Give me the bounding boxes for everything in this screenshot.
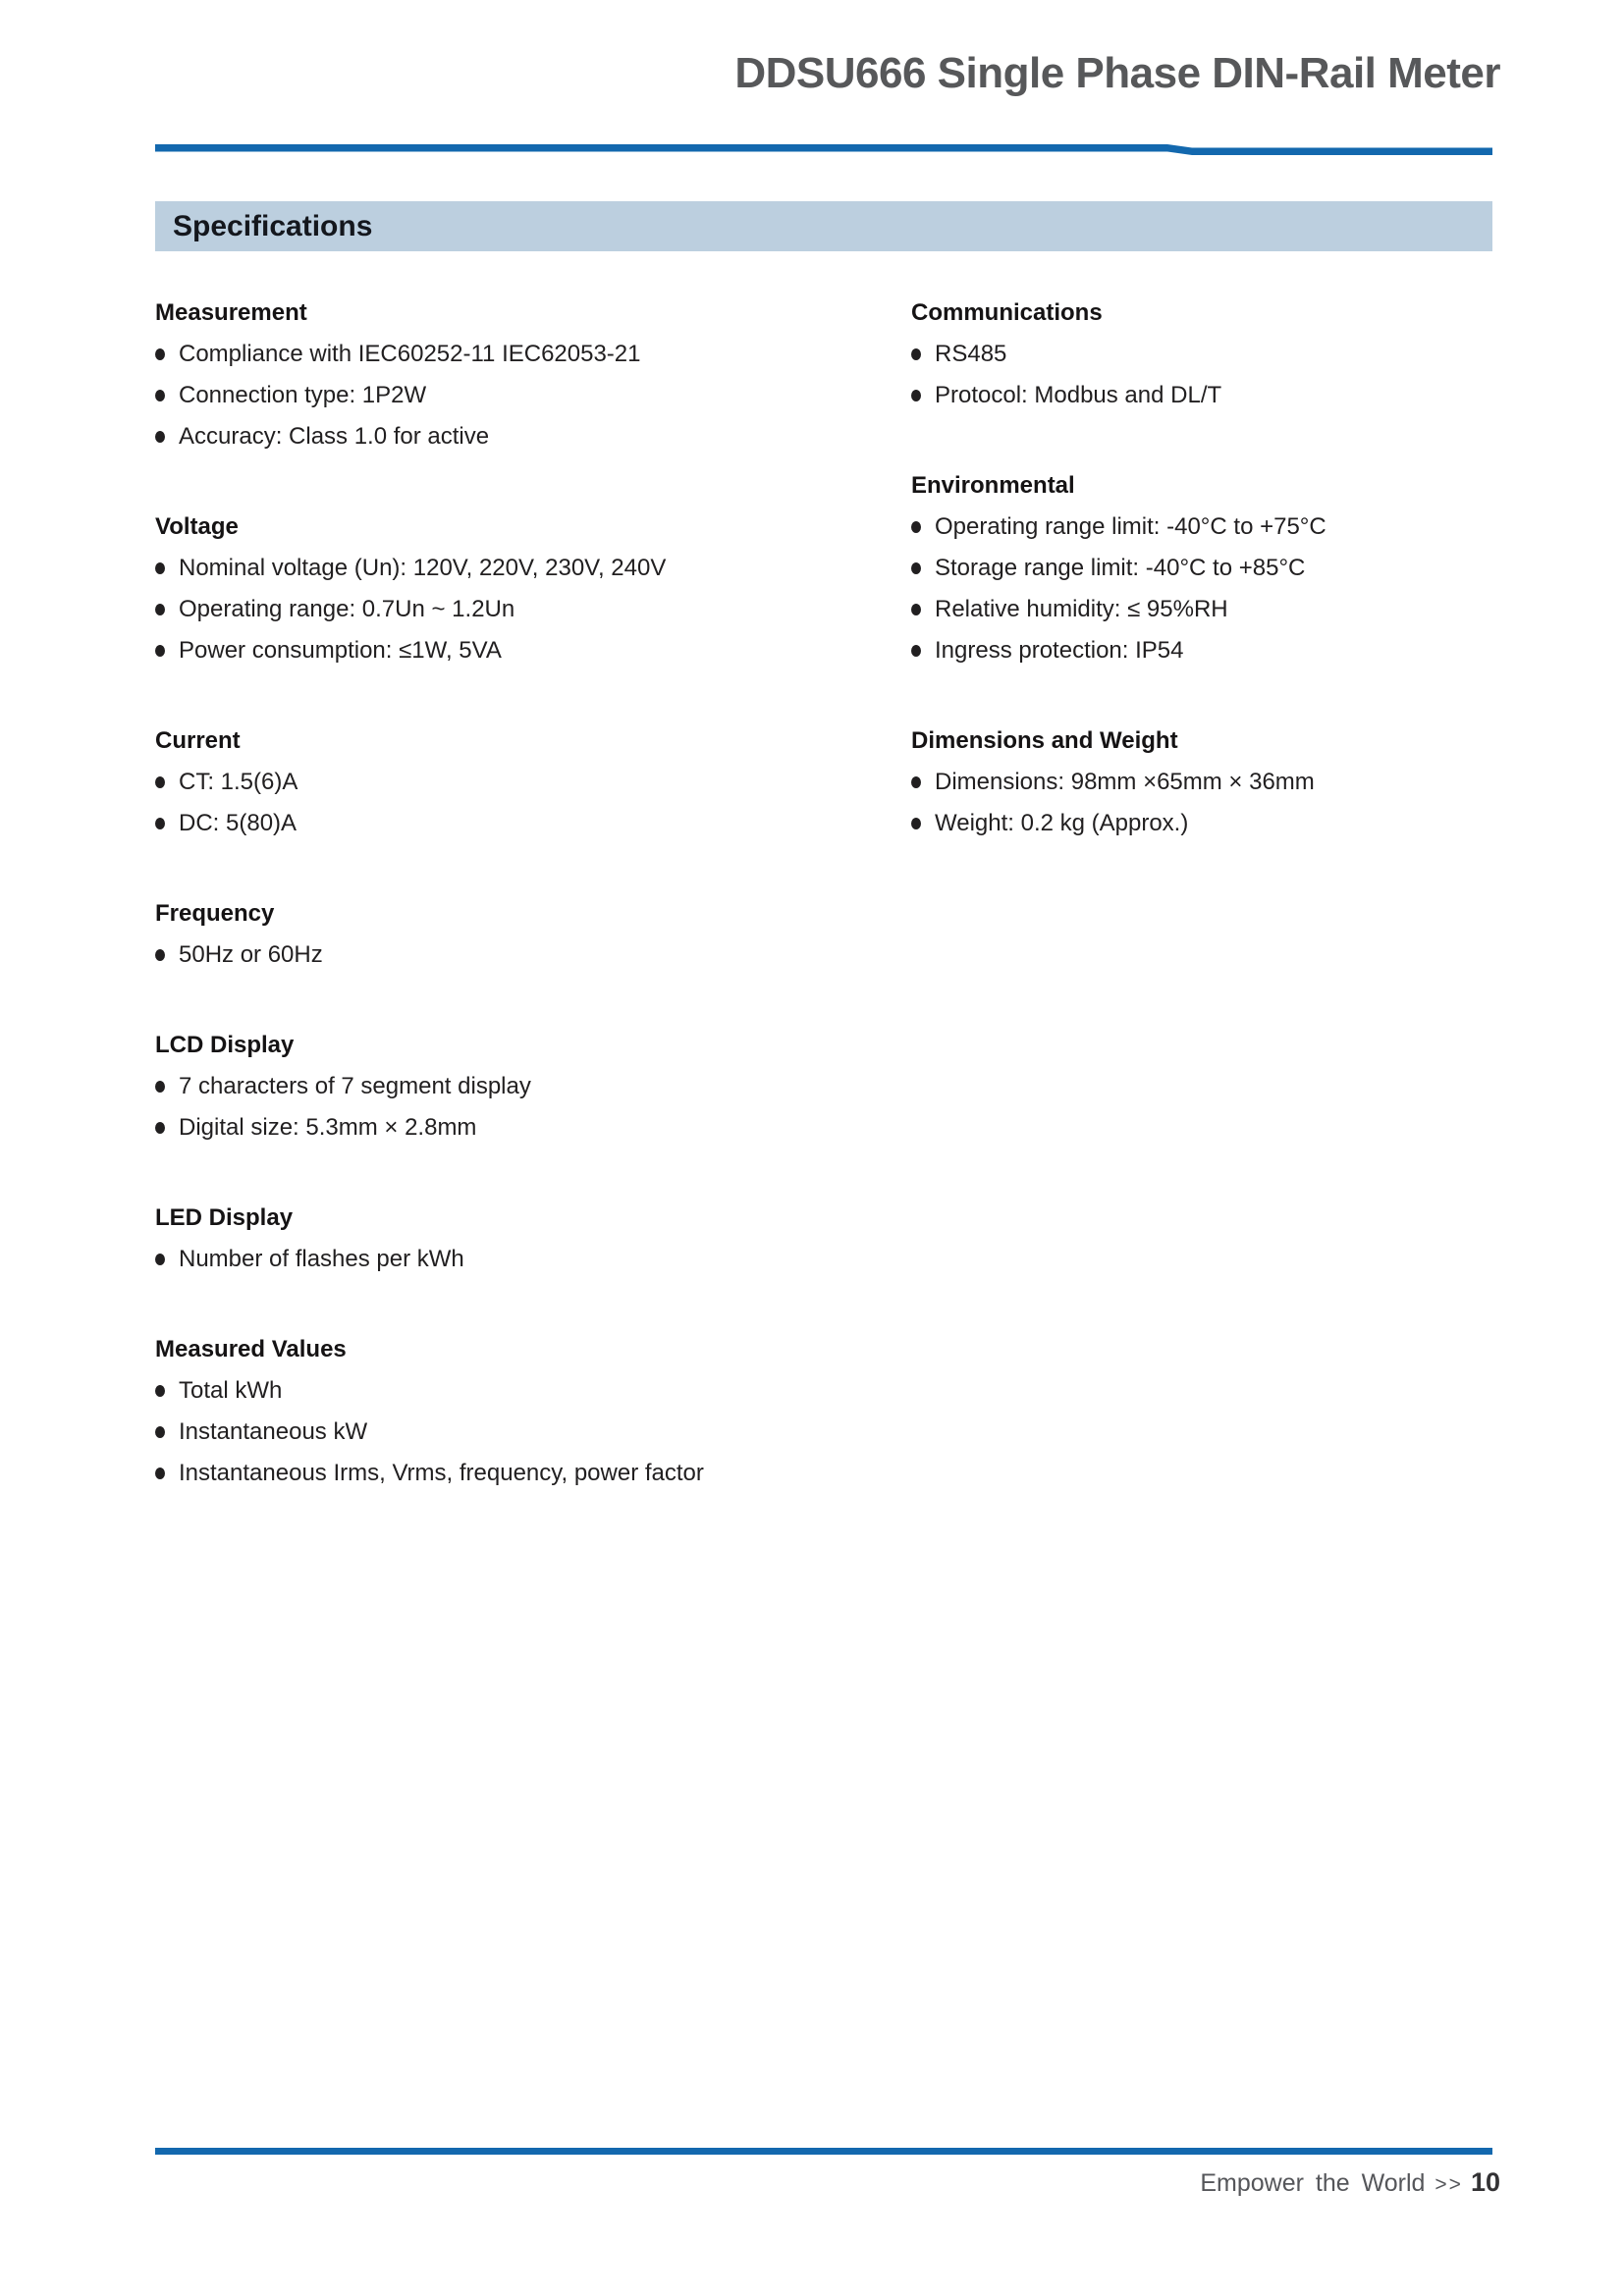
- bullet-text: 7 characters of 7 segment display: [179, 1073, 531, 1099]
- section-heading: Voltage: [155, 513, 239, 540]
- bullet-icon: [911, 776, 921, 788]
- bullet-text: DC: 5(80)A: [179, 810, 298, 836]
- bullet-icon: [911, 521, 921, 533]
- bullet-icon: [155, 1385, 165, 1397]
- bullet-icon: [155, 604, 165, 615]
- bullet-text: Power consumption: ≤1W, 5VA: [179, 637, 502, 664]
- bullet-item: [911, 762, 1492, 803]
- bullet-list: [155, 934, 911, 976]
- section-heading: Frequency: [155, 900, 275, 927]
- bullet-icon: [155, 1426, 165, 1438]
- bullet-item: [155, 1107, 911, 1148]
- bullet-list: [911, 507, 1492, 671]
- bullet-text: Instantaneous Irms, Vrms, frequency, power factor: [179, 1460, 704, 1486]
- bullet-item: [155, 1370, 911, 1412]
- bullet-text: Weight: 0.2 kg (Approx.): [935, 810, 1189, 836]
- bullet-list: [155, 548, 911, 671]
- bullet-item: [155, 1066, 911, 1107]
- bullet-item: [155, 589, 911, 630]
- bullet-text: Operating range limit: -40°C to +75°C: [935, 513, 1326, 540]
- bullet-list: [155, 1370, 911, 1494]
- bullet-text: Digital size: 5.3mm × 2.8mm: [179, 1114, 477, 1141]
- bullet-item: [155, 1239, 911, 1280]
- section-heading: LCD Display: [155, 1032, 295, 1058]
- bullet-item: [911, 548, 1492, 589]
- bullet-icon: [155, 562, 165, 574]
- spec-column-right: [911, 293, 1492, 893]
- spec-section-environmental: [911, 465, 1492, 671]
- section-heading: Measured Values: [155, 1336, 347, 1362]
- bullet-list: [155, 1066, 911, 1148]
- bullet-text: Number of flashes per kWh: [179, 1246, 464, 1272]
- specifications-banner: [155, 201, 1492, 251]
- page-title: DDSU666 Single Phase DIN-Rail Meter: [734, 49, 1500, 97]
- bullet-item: [155, 416, 911, 457]
- page-number: 10: [1470, 2167, 1500, 2197]
- bullet-text: Nominal voltage (Un): 120V, 220V, 230V, 240V: [179, 555, 667, 581]
- bullet-text: Instantaneous kW: [179, 1418, 368, 1445]
- header-rule: [155, 144, 1492, 156]
- bullet-icon: [155, 390, 165, 401]
- bullet-icon: [911, 348, 921, 360]
- bullet-icon: [155, 645, 165, 657]
- spec-section-led-display: [155, 1198, 911, 1280]
- bullet-text: Operating range: 0.7Un ~ 1.2Un: [179, 596, 515, 622]
- section-heading: Communications: [911, 299, 1103, 326]
- bullet-item: [911, 507, 1492, 548]
- bullet-icon: [911, 818, 921, 829]
- bullet-icon: [911, 604, 921, 615]
- bullet-text: 50Hz or 60Hz: [179, 941, 323, 968]
- section-heading: Current: [155, 727, 241, 754]
- bullet-icon: [911, 562, 921, 574]
- bullet-icon: [155, 949, 165, 961]
- bullet-icon: [155, 1254, 165, 1265]
- bullet-item: [155, 762, 911, 803]
- bullet-icon: [155, 818, 165, 829]
- spec-section-lcd-display: [155, 1025, 911, 1148]
- bullet-text: CT: 1.5(6)A: [179, 769, 298, 795]
- bullet-text: Total kWh: [179, 1377, 283, 1404]
- bullet-icon: [155, 1081, 165, 1093]
- bullet-text: Accuracy: Class 1.0 for active: [179, 423, 490, 450]
- bullet-icon: [155, 1122, 165, 1134]
- spec-column-left: [155, 293, 911, 1543]
- section-heading: Environmental: [911, 472, 1075, 499]
- bullet-icon: [155, 776, 165, 788]
- bullet-text: Connection type: 1P2W: [179, 382, 427, 408]
- header-rule-swoosh-icon: [155, 144, 1492, 156]
- bullet-item: [911, 803, 1492, 844]
- spec-section-frequency: [155, 893, 911, 976]
- bullet-list: [155, 1239, 911, 1280]
- footer-rule: [155, 2148, 1492, 2155]
- bullet-text: Storage range limit: -40°C to +85°C: [935, 555, 1306, 581]
- bullet-list: [911, 762, 1492, 844]
- spec-section-voltage: [155, 507, 911, 671]
- section-heading: LED Display: [155, 1204, 294, 1231]
- spec-section-communications: [911, 293, 1492, 416]
- bullet-item: [911, 375, 1492, 416]
- footer: [1200, 2167, 1500, 2198]
- section-heading: Measurement: [155, 299, 307, 326]
- bullet-text: Ingress protection: IP54: [935, 637, 1184, 664]
- bullet-icon: [155, 431, 165, 443]
- bullet-item: [911, 589, 1492, 630]
- bullet-item: [155, 334, 911, 375]
- bullet-icon: [911, 645, 921, 657]
- bullet-item: [155, 934, 911, 976]
- bullet-item: [155, 548, 911, 589]
- bullet-text: Dimensions: 98mm ×65mm × 36mm: [935, 769, 1315, 795]
- bullet-list: [155, 762, 911, 844]
- footer-chevrons-icon: >>: [1435, 2173, 1463, 2196]
- spec-section-measurement: [155, 293, 911, 457]
- bullet-item: [155, 630, 911, 671]
- bullet-icon: [911, 390, 921, 401]
- bullet-item: [155, 803, 911, 844]
- spec-section-dimensions-weight: [911, 721, 1492, 844]
- spec-section-measured-values: [155, 1329, 911, 1494]
- spec-columns: [155, 293, 1492, 1543]
- bullet-text: RS485: [935, 341, 1007, 367]
- bullet-icon: [155, 348, 165, 360]
- bullet-item: [911, 334, 1492, 375]
- bullet-icon: [155, 1468, 165, 1479]
- bullet-list: [155, 334, 911, 457]
- footer-tagline: Empower the World: [1200, 2169, 1426, 2197]
- bullet-item: [911, 630, 1492, 671]
- specifications-banner-label: Specifications: [173, 209, 373, 242]
- spec-section-current: [155, 721, 911, 844]
- bullet-item: [155, 375, 911, 416]
- bullet-item: [155, 1453, 911, 1494]
- bullet-item: [155, 1412, 911, 1453]
- bullet-text: Protocol: Modbus and DL/T: [935, 382, 1222, 408]
- bullet-text: Relative humidity: ≤ 95%RH: [935, 596, 1228, 622]
- section-heading: Dimensions and Weight: [911, 727, 1178, 754]
- bullet-text: Compliance with IEC60252-11 IEC62053-21: [179, 341, 641, 367]
- bullet-list: [911, 334, 1492, 416]
